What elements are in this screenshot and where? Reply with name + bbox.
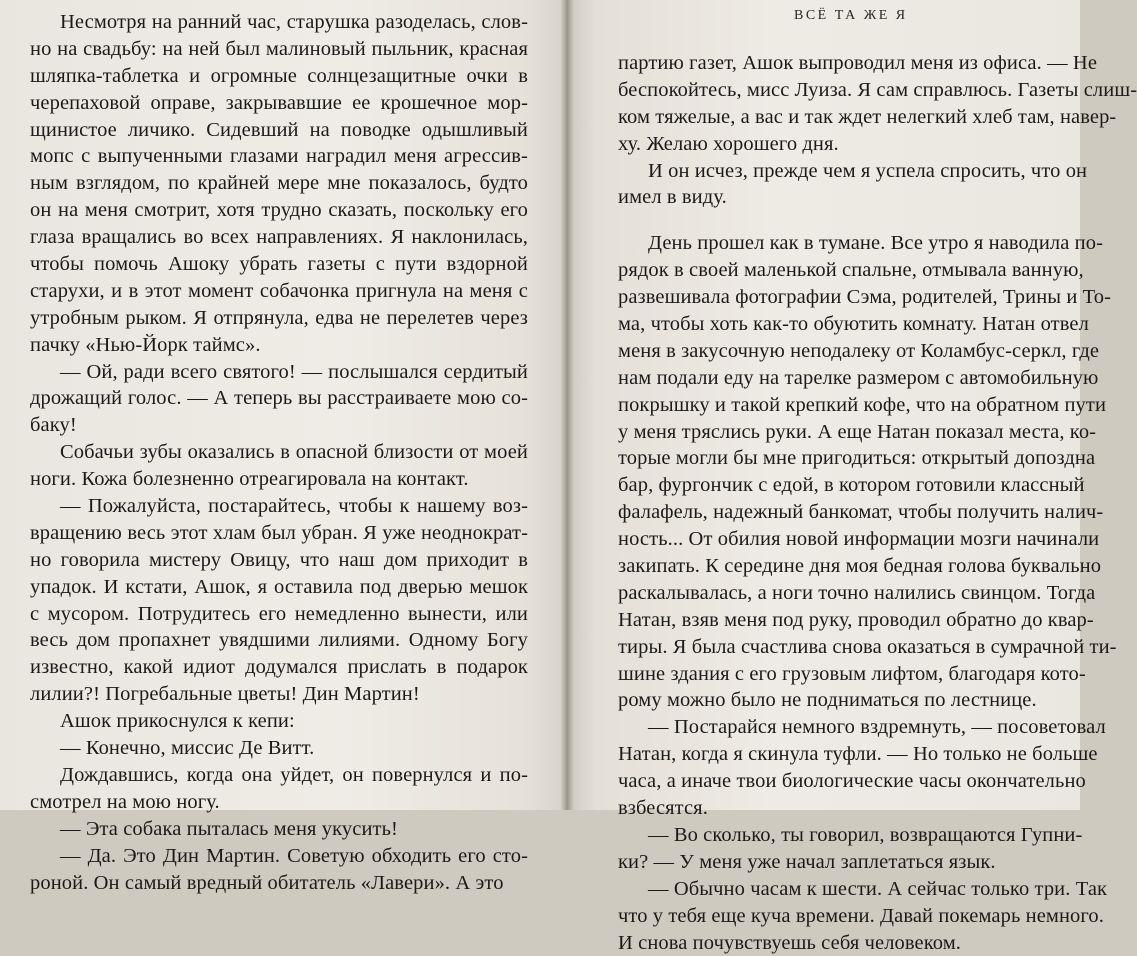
text-line: И снова почувствуешь себя человеком.: [618, 930, 1046, 956]
text-line: рому можно было не подниматься по лестнице.: [618, 687, 1046, 714]
text-line: шляпка-таблетка и огромные солнцезащитные очки в: [30, 63, 528, 90]
text-line: что у тебя еще куча времени. Давай покемарь немного.: [618, 903, 1046, 930]
text-line: имел в виду.: [618, 184, 1046, 211]
text-line: — Во сколько, ты говорил, возвращаются Гупни-: [618, 822, 1046, 849]
left-page-text: [30, 9, 528, 896]
text-line: вращению весь этот хлам был убран. Я уже неоднократ-: [30, 520, 528, 547]
text-line: взбесятся.: [618, 795, 1046, 822]
text-line: у меня тряслись руки. А еще Натан показал места, ко-: [618, 419, 1046, 446]
text-line: щинистое личико. Сидевший на поводке одышливый: [30, 117, 528, 144]
text-line: глаза вращались во всех направлениях. Я наклонилась,: [30, 224, 528, 251]
text-line: партию газет, Ашок выпроводил меня из офиса. — Не: [618, 50, 1046, 77]
text-line: с мусором. Потрудитесь его немедленно вынести, или: [30, 601, 528, 628]
text-line: закипать. К середине дня моя бедная голова буквально: [618, 553, 1046, 580]
text-line: ноги. Кожа болезненно отреагировала на контакт.: [30, 466, 528, 493]
text-line: беспокойтесь, мисс Луиза. Я сам справлюсь. Газеты слиш-: [618, 77, 1046, 104]
running-head: ВСЁ ТА ЖЕ Я: [794, 8, 908, 24]
right-page-text: [618, 50, 1046, 956]
text-line: смотрел на мою ногу.: [30, 789, 528, 816]
text-line: Собачьи зубы оказались в опасной близости от моей: [30, 439, 528, 466]
text-line: но на свадьбу: на ней был малиновый пыльник, красная: [30, 36, 528, 63]
text-line: ки? — У меня уже начал заплетаться язык.: [618, 849, 1046, 876]
text-line: раскалывалась, а ноги точно налились свинцом. Тогда: [618, 580, 1046, 607]
text-line: Ашок прикоснулся к кепи:: [30, 708, 528, 735]
text-line: но говорила мистеру Овицу, что наш дом приходит в: [30, 547, 528, 574]
text-line: ма, чтобы хоть как-то обуютить комнату. Натан отвел: [618, 311, 1046, 338]
text-line: роной. Он самый вредный обитатель «Лавери». А это: [30, 870, 528, 897]
text-line: — Да. Это Дин Мартин. Советую обходить его сто-: [30, 843, 528, 870]
text-line: бар, фургончик с едой, в котором готовили классный: [618, 472, 1046, 499]
left-page: [0, 0, 566, 810]
text-line: меня в закусочную неподалеку от Коламбус-серкл, где: [618, 338, 1046, 365]
text-line: чтобы помочь Ашоку убрать газеты с пути вздорной: [30, 251, 528, 278]
text-line: развешивала фотографии Сэма, родителей, Трины и То-: [618, 284, 1046, 311]
text-line: тиры. Я была счастлива снова оказаться в сумрачной ти-: [618, 634, 1046, 661]
text-line: старухи, и в этот момент собачонка пригнула на меня с: [30, 278, 528, 305]
text-line: черепаховой оправе, закрывавшие ее крошечное мор-: [30, 90, 528, 117]
text-line: Несмотря на ранний час, старушка разоделась, слов-: [30, 9, 528, 36]
text-line: дрожащий голос. — А теперь вы расстраиваете мою со-: [30, 385, 528, 412]
text-line: упадок. И кстати, Ашок, я оставила под дверью мешок: [30, 574, 528, 601]
text-line: И он исчез, прежде чем я успела спросить, что он: [618, 158, 1046, 185]
text-line: Дождавшись, когда она уйдет, он повернулся и по-: [30, 762, 528, 789]
text-line: День прошел как в тумане. Все утро я наводила по-: [618, 230, 1046, 257]
text-line: он на меня смотрит, хотя трудно сказать, поскольку его: [30, 197, 528, 224]
text-line: ность... От обилия новой информации мозги начинали: [618, 526, 1046, 553]
text-line: рядок в своей маленькой спальне, отмывала ванную,: [618, 257, 1046, 284]
text-line: пачку «Нью-Йорк таймс».: [30, 332, 528, 359]
text-line: — Обычно часам к шести. А сейчас только три. Так: [618, 876, 1046, 903]
text-line: шине здания с его грузовым лифтом, благодаря кото-: [618, 661, 1046, 688]
text-line: ком тяжелые, а вас и так ждет нелегкий хлеб там, навер-: [618, 104, 1046, 131]
right-page: [566, 0, 1080, 810]
text-line: — Постарайся немного вздремнуть, — посоветовал: [618, 714, 1046, 741]
text-line: Натан, когда я скинула туфли. — Но только не больше: [618, 741, 1046, 768]
text-line: баку!: [30, 412, 528, 439]
text-line: торые могли бы мне пригодиться: открытый допоздна: [618, 445, 1046, 472]
text-line: покрышку и такой крепкий кофе, что на обратном пути: [618, 392, 1046, 419]
book-gutter: [560, 0, 574, 810]
text-line: — Ой, ради всего святого! — послышался сердитый: [30, 359, 528, 386]
text-line: утробным рыком. Я отпрянула, едва не перелетев через: [30, 305, 528, 332]
paragraph-gap: [618, 211, 1046, 230]
text-line: — Конечно, миссис Де Витт.: [30, 735, 528, 762]
text-line: Натан, взяв меня под руку, проводил обратно до квар-: [618, 607, 1046, 634]
text-line: мопс с выпученными глазами наградил меня агрессив-: [30, 143, 528, 170]
text-line: ным взглядом, по крайней мере мне показалось, будто: [30, 170, 528, 197]
text-line: — Пожалуйста, постарайтесь, чтобы к нашему воз-: [30, 493, 528, 520]
text-line: известно, какой идиот додумался прислать в подарок: [30, 654, 528, 681]
text-line: фалафель, надежный банкомат, чтобы получить налич-: [618, 499, 1046, 526]
text-line: лилии?! Погребальные цветы! Дин Мартин!: [30, 681, 528, 708]
text-line: часа, а иначе твои биологические часы окончательно: [618, 768, 1046, 795]
text-line: ху. Желаю хорошего дня.: [618, 131, 1046, 158]
text-line: — Эта собака пыталась меня укусить!: [30, 816, 528, 843]
text-line: весь дом пропахнет увядшими лилиями. Одному Богу: [30, 627, 528, 654]
text-line: нам подали еду на тарелке размером с автомобильную: [618, 365, 1046, 392]
